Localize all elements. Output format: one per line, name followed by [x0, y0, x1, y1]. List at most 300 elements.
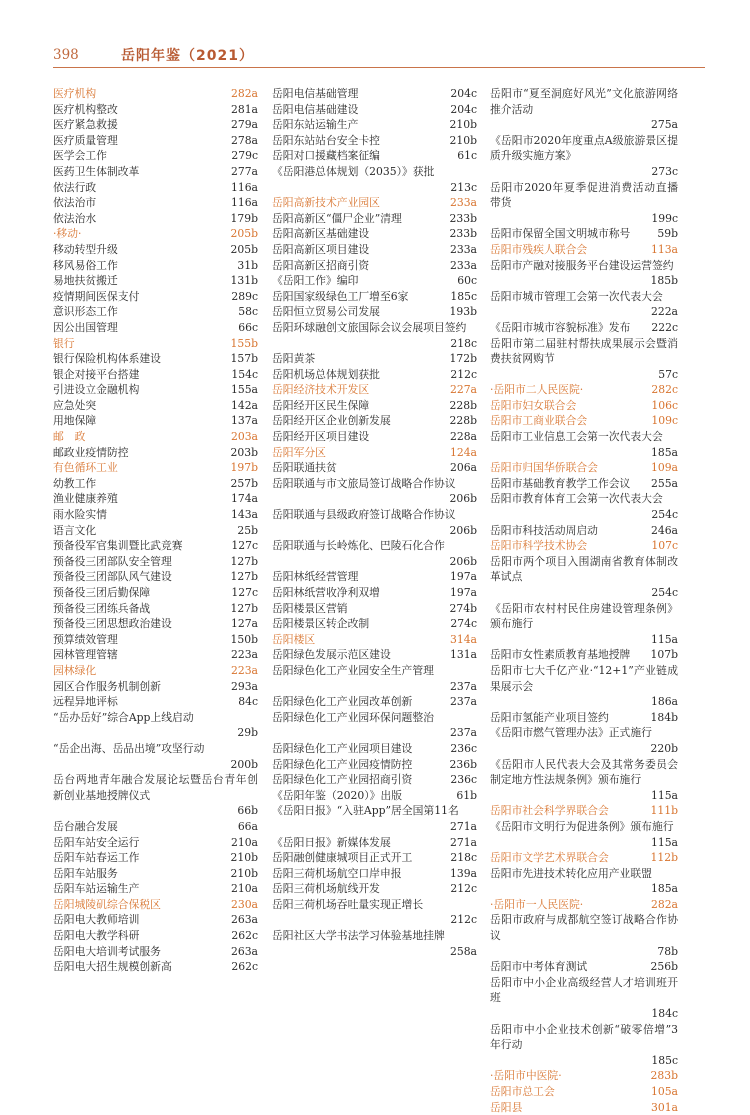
index-entry-page: 254c — [651, 586, 678, 599]
index-entry-page: 206b — [449, 554, 477, 568]
index-entry — [272, 460, 477, 476]
index-entry — [490, 912, 678, 959]
index-section-heading — [53, 226, 258, 242]
index-entry-page: 237a — [449, 695, 477, 709]
index-entry-term: 远程异地评标 — [53, 695, 118, 709]
index-entry — [53, 304, 258, 320]
index-entry-term: 岳阳市保留全国文明城市称号 — [490, 227, 631, 241]
index-entry-term: 岳阳市城市管理工会第一次代表大会 — [490, 289, 663, 303]
index-entry-term: 岳阳车站运输生产 — [53, 882, 140, 896]
index-entry-page: 184b — [650, 710, 678, 724]
index-entry-term: “岳办岳好”综合App上线启动 — [53, 710, 194, 724]
index-entry-page: 185b — [650, 274, 678, 288]
index-entry-page: 233a — [449, 258, 477, 272]
index-entry-page: 112b — [650, 851, 678, 865]
index-entry-term: 雨水险实情 — [53, 508, 107, 522]
index-entry-page: 143a — [230, 508, 258, 522]
index-entry-page: 223a — [230, 648, 258, 662]
index-entry-term: 语言文化 — [53, 523, 97, 537]
index-entry — [490, 180, 678, 227]
index-entry-page: 66b — [237, 804, 258, 818]
index-entry — [272, 881, 477, 897]
index-entry-term: 银行 — [53, 336, 75, 350]
index-entry — [272, 897, 477, 928]
index-entry-term: 岳阳东站运输生产 — [272, 118, 359, 132]
index-entry-page: 314a — [449, 632, 477, 646]
index-entry-page: 78b — [657, 944, 678, 958]
index-entry-term: 岳阳联通与市文旅局签订战略合作协议 — [272, 476, 456, 490]
index-entry — [272, 772, 477, 788]
index-entry-term: 因公出国管理 — [53, 320, 118, 334]
index-entry-term: 引进设立金融机构 — [53, 383, 140, 397]
index-entry-term: 岳阳社区大学书法学习体验基地挂牌 — [272, 929, 445, 943]
index-entry — [272, 164, 477, 195]
index-entry-page: 223a — [230, 663, 258, 677]
index-section-heading — [53, 86, 258, 102]
index-entry-page: 155a — [230, 383, 258, 397]
index-entry-page: 275a — [650, 118, 678, 132]
index-entry — [53, 242, 258, 258]
index-entry-page: 185a — [650, 882, 678, 896]
index-entry — [490, 866, 678, 897]
index-entry-term: 岳阳电大教学科研 — [53, 929, 140, 943]
index-entry-page: 115a — [650, 835, 678, 849]
index-entry — [53, 585, 258, 601]
index-entry-page: 237a — [449, 726, 477, 740]
index-entry — [53, 351, 258, 367]
index-entry-term: 岳阳融创健康城项目正式开工 — [272, 851, 413, 865]
index-entry-term: 岳阳市中小企业技术创新“破零倍增”3年行动 — [490, 1022, 678, 1052]
index-entry-page: 203b — [230, 445, 258, 459]
index-entry — [272, 148, 477, 164]
index-entry — [272, 289, 477, 305]
index-entry-page: 222a — [650, 305, 678, 319]
index-section-heading — [53, 429, 258, 445]
index-entry — [53, 289, 258, 305]
index-entry-term: 岳阳市残疾人联合会 — [490, 242, 588, 256]
index-entry-page: 154c — [231, 367, 258, 381]
index-entry — [272, 367, 477, 383]
index-entry-page: 228a — [449, 430, 477, 444]
index-entry — [490, 226, 678, 242]
index-entry-page: 142a — [230, 398, 258, 412]
index-entry-page: 236c — [450, 741, 477, 755]
index-entry-term: 岳阳经济技术开发区 — [272, 383, 370, 397]
index-entry — [53, 928, 258, 944]
index-entry-page: 61b — [456, 788, 477, 802]
index-entry-term: 《岳阳市燃气管理办法》正式施行 — [490, 726, 652, 740]
index-entry-term: 岳阳市基础教育教学工作会议 — [490, 476, 631, 490]
index-section-heading — [490, 413, 678, 429]
index-section-heading — [272, 195, 477, 211]
index-entry-term: 岳阳电大招生规模创新高 — [53, 960, 172, 974]
index-entry-term: 移风易俗工作 — [53, 258, 118, 272]
index-entry-term: 渔业健康养殖 — [53, 492, 118, 506]
index-entry-term: 岳阳绿色发展示范区建设 — [272, 648, 391, 662]
index-entry-page: 116a — [230, 180, 258, 194]
index-entry-term: 岳台两地青年融合发展论坛暨岳台青年创新创业基地授牌仪式 — [53, 773, 258, 802]
index-entry — [53, 523, 258, 539]
index-entry — [490, 975, 678, 1022]
index-entry-term: 岳阳电大教师培训 — [53, 913, 140, 927]
index-entry-term: 岳阳绿色化工产业园项目建设 — [272, 741, 413, 755]
index-entry-page: 262c — [231, 960, 258, 974]
index-entry-page: 289c — [231, 289, 258, 303]
index-entry — [490, 819, 678, 850]
index-entry-term: 岳阳市第二届驻村帮扶成果展示会暨消费扶贫网购节 — [490, 336, 678, 366]
index-entry-page: 179b — [230, 211, 258, 225]
index-entry-page: 197a — [449, 586, 477, 599]
index-entry-term: 预备役军官集训暨比武竞赛 — [53, 539, 183, 553]
index-entry — [272, 601, 477, 617]
index-entry-term: 预备役三团思想政治建设 — [53, 617, 172, 631]
index-entry-term: ·岳阳市二人民医院· — [490, 383, 584, 397]
index-entry-term: “岳企出海、岳品出境”攻坚行动 — [53, 741, 205, 755]
index-entry — [490, 663, 678, 710]
index-entry-page: 233a — [449, 242, 477, 256]
index-entry-term: 岳阳楼区 — [272, 632, 316, 646]
index-entry-page: 236c — [450, 773, 477, 787]
index-entry — [272, 351, 477, 367]
index-entry-page: 184c — [651, 1007, 678, 1021]
index-entry — [53, 959, 258, 975]
index-entry-term: 依法行政 — [53, 180, 97, 194]
index-entry — [272, 226, 477, 242]
index-entry-page: 57c — [658, 367, 678, 381]
index-entry — [53, 148, 258, 164]
index-entry-page: 282a — [650, 897, 678, 911]
index-entry-page: 157b — [230, 352, 258, 366]
index-entry-page: 274c — [450, 617, 477, 631]
index-entry-page: 263a — [230, 944, 258, 958]
index-entry — [53, 866, 258, 882]
index-entry-page: 212c — [450, 367, 477, 381]
index-entry-term: 岳阳城陵矶综合保税区 — [53, 897, 161, 911]
index-entry-page: 271a — [449, 835, 477, 849]
index-entry-term: 应急处突 — [53, 398, 97, 412]
index-entry — [53, 445, 258, 461]
index-entry-page: 205b — [230, 227, 258, 241]
index-entry — [53, 164, 258, 180]
index-entry-page: 193b — [449, 305, 477, 319]
index-entry-term: 幼教工作 — [53, 476, 97, 490]
index-entry-term: 银行保险机构体系建设 — [53, 352, 161, 366]
index-entry-term: 岳阳高新技术产业园区 — [272, 196, 380, 210]
index-entry-page: 254c — [651, 508, 678, 522]
index-entry — [53, 741, 258, 772]
index-entry-page: 127b — [230, 554, 258, 568]
index-entry-page: 212c — [450, 882, 477, 896]
index-entry-page: 115a — [650, 788, 678, 802]
index-entry-page: 281a — [230, 102, 258, 116]
index-entry-page: 127a — [230, 617, 258, 631]
index-entry-term: 岳阳市教育体育工会第一次代表大会 — [490, 492, 663, 506]
index-entry-term: 岳阳绿色化工产业园改革创新 — [272, 695, 413, 709]
index-entry — [490, 258, 678, 289]
index-entry-term: 岳阳电大培训考试服务 — [53, 944, 161, 958]
index-entry — [53, 117, 258, 133]
index-entry-term: 岳阳绿色化工产业园招商引资 — [272, 773, 413, 787]
index-section-heading — [53, 336, 258, 352]
index-entry-page: 137a — [230, 414, 258, 428]
book-title: 岳阳年鉴（2021） — [121, 48, 254, 64]
index-section-heading — [53, 897, 258, 913]
index-entry-term: 岳阳车站春运工作 — [53, 851, 140, 865]
index-entry-page: 210b — [230, 866, 258, 880]
index-entry-term: 《岳阳市农村村民住房建设管理条例》颁布施行 — [490, 601, 678, 631]
index-entry — [53, 258, 258, 274]
index-entry-page: 228b — [449, 398, 477, 412]
index-entry-page: 233a — [449, 196, 477, 210]
index-entry — [490, 133, 678, 180]
index-entry-page: 84c — [238, 695, 258, 709]
index-entry — [272, 133, 477, 149]
index-section-heading — [272, 632, 477, 648]
index-entry-page: 255a — [650, 476, 678, 490]
index-entry-term: 岳阳市中小企业高级经营人才培训班开班 — [490, 975, 678, 1005]
index-entry-term: 岳阳军分区 — [272, 445, 326, 459]
index-entry-term: 医疗机构整改 — [53, 102, 118, 116]
index-entry — [490, 491, 678, 522]
index-entry-page: 105a — [650, 1085, 678, 1098]
index-entry-term: 《岳阳年鉴（2020）》出版 — [272, 788, 403, 802]
index-entry-page: 115a — [650, 632, 678, 646]
index-entry-term: 园林绿化 — [53, 663, 97, 677]
index-entry-term: 岳阳市女性素质教育基地授牌 — [490, 648, 631, 662]
index-entry-term: 岳阳电信基础建设 — [272, 102, 359, 116]
index-entry-term: 邮 政 — [53, 430, 86, 444]
index-entry-page: 282a — [230, 87, 258, 100]
index-entry-term: 《岳阳日报》“入驻App”居全国第11名 — [272, 804, 459, 818]
index-entry-term: 岳阳机场总体规划获批 — [272, 367, 380, 381]
index-entry-term: 《岳阳市文明行为促进条例》颁布施行 — [490, 819, 674, 833]
index-entry-page: 220b — [650, 741, 678, 755]
index-entry-term: 岳阳三荷机场航空口岸申报 — [272, 866, 402, 880]
index-entry-page: 293a — [230, 679, 258, 693]
index-entry-term: 岳阳国家级绿色工厂增至6家 — [272, 289, 409, 303]
index-column-2 — [272, 86, 477, 959]
index-entry-term: 岳阳联通扶贫 — [272, 461, 337, 475]
index-entry-term: 岳阳经开区企业创新发展 — [272, 414, 391, 428]
index-entry-term: 岳阳高新区基础建设 — [272, 227, 370, 241]
index-entry-term: 岳阳市七大千亿产业·“12+1”产业链成果展示会 — [490, 663, 678, 693]
index-entry-page: 222c — [651, 320, 678, 334]
index-entry-page: 127b — [230, 570, 258, 584]
index-entry-page: 61c — [457, 149, 477, 163]
index-entry-term: 岳阳市“夏至洞庭好风光”文化旅游网络推介活动 — [490, 87, 678, 116]
index-entry-page: 210a — [230, 835, 258, 849]
index-entry-page: 124a — [449, 445, 477, 459]
index-section-heading — [490, 850, 678, 866]
index-entry — [53, 616, 258, 632]
index-entry-page: 131a — [449, 648, 477, 662]
index-entry-page: 66a — [237, 819, 258, 833]
index-entry — [53, 569, 258, 585]
index-section-heading — [53, 663, 258, 679]
index-entry — [272, 663, 477, 694]
index-entry-term: 岳阳对口援藏档案征编 — [272, 149, 380, 163]
index-entry-term: 岳阳市文学艺术界联合会 — [490, 851, 609, 865]
index-entry — [53, 398, 258, 414]
index-entry — [490, 757, 678, 804]
index-entry — [272, 86, 477, 102]
index-entry — [53, 211, 258, 227]
index-entry — [490, 523, 678, 539]
index-entry — [272, 304, 477, 320]
index-entry-term: 岳阳绿色化工产业园疫情防控 — [272, 757, 413, 771]
index-entry-page: 205b — [230, 242, 258, 256]
index-entry — [272, 242, 477, 258]
index-entry — [272, 258, 477, 274]
index-entry-page: 197a — [449, 570, 477, 584]
index-entry-term: 有色循环工业 — [53, 461, 118, 475]
index-entry — [272, 585, 477, 601]
index-entry-term: 岳台融合发展 — [53, 819, 118, 833]
index-entry-term: 依法治市 — [53, 196, 97, 210]
index-entry-page: 131b — [230, 274, 258, 288]
index-entry-term: 园区合作服务机制创新 — [53, 679, 161, 693]
index-entry-term: 意识形态工作 — [53, 305, 118, 319]
index-entry-page: 279c — [231, 149, 258, 163]
index-entry-page: 185a — [650, 445, 678, 459]
index-entry-term: 预备役三团后勤保障 — [53, 586, 151, 599]
index-entry — [272, 803, 477, 834]
index-entry — [53, 133, 258, 149]
index-entry-term: 岳阳车站安全运行 — [53, 835, 140, 849]
index-entry-page: 228b — [449, 414, 477, 428]
index-entry-term: 岳阳市归国华侨联合会 — [490, 461, 598, 475]
index-entry-term: 医疗紧急救援 — [53, 118, 118, 132]
index-entry — [490, 554, 678, 601]
index-entry — [53, 554, 258, 570]
index-entry — [53, 850, 258, 866]
index-section-heading — [490, 460, 678, 476]
index-entry — [272, 476, 477, 507]
index-entry — [272, 211, 477, 227]
index-entry — [53, 694, 258, 710]
index-entry-term: 《岳阳市城市容貌标准》发布 — [490, 320, 631, 334]
index-entry-page: 58c — [238, 305, 258, 319]
index-entry — [272, 398, 477, 414]
index-entry-page: 150b — [230, 632, 258, 646]
index-entry-page: 204c — [450, 87, 477, 100]
index-entry-term: 医学会工作 — [53, 149, 107, 163]
index-entry-term: 岳阳市社会科学界联合会 — [490, 804, 609, 818]
index-entry-page: 278a — [230, 133, 258, 147]
index-entry-page: 210b — [230, 851, 258, 865]
index-entry-page: 212c — [450, 913, 477, 927]
index-entry-term: 岳阳楼景区营销 — [272, 601, 348, 615]
index-entry — [490, 1022, 678, 1069]
index-entry — [272, 538, 477, 569]
index-entry-term: 岳阳高新区招商引资 — [272, 258, 370, 272]
index-entry-page: 116a — [230, 196, 258, 210]
index-entry — [53, 881, 258, 897]
index-entry-page: 274b — [449, 601, 477, 615]
page-header — [53, 44, 705, 66]
index-entry — [53, 679, 258, 695]
index-entry-term: 《岳阳市人民代表大会及其常务委员会制定地方性法规条例》颁布施行 — [490, 757, 678, 787]
index-entry — [272, 866, 477, 882]
index-entry — [53, 538, 258, 554]
index-entry-term: 预备役三团部队风气建设 — [53, 570, 172, 584]
index-entry — [272, 117, 477, 133]
index-entry-term: ·岳阳市一人民医院· — [490, 897, 584, 911]
index-entry-term: 岳阳联通与长岭炼化、巴陵石化合作 — [272, 539, 445, 553]
index-entry-page: 107b — [650, 648, 678, 662]
page-number: 398 — [53, 47, 79, 63]
index-entry-page: 31b — [237, 258, 258, 272]
index-entry — [272, 507, 477, 538]
index-entry — [490, 476, 678, 492]
index-section-heading — [490, 538, 678, 554]
index-entry-term: 园林管理管辖 — [53, 648, 118, 662]
index-section-heading — [490, 803, 678, 819]
index-entry-term: 岳阳市2020年夏季促进消费活动直播带货 — [490, 180, 678, 210]
index-section-heading — [272, 382, 477, 398]
index-entry-page: 210a — [230, 882, 258, 896]
index-entry — [53, 772, 258, 819]
index-section-heading — [490, 242, 678, 258]
index-entry — [53, 367, 258, 383]
index-entry — [490, 289, 678, 320]
index-entry-page: 174a — [230, 492, 258, 506]
header-rule — [53, 67, 705, 68]
index-entry-term: 预算绩效管理 — [53, 632, 118, 646]
index-entry-page: 127c — [231, 539, 258, 553]
index-entry-page: 185c — [651, 1053, 678, 1067]
index-entry-page: 113a — [650, 242, 678, 256]
index-entry-term: 预备役三团练兵备战 — [53, 601, 151, 615]
index-entry-term: 岳阳黄茶 — [272, 352, 316, 366]
index-entry-term: ·移动· — [53, 227, 82, 241]
index-entry-term: 岳阳经开区项目建设 — [272, 430, 370, 444]
index-entry-page: 218c — [450, 336, 477, 350]
index-entry-page: 227a — [449, 383, 477, 397]
index-entry-term: 医药卫生体制改革 — [53, 164, 140, 178]
index-entry — [53, 102, 258, 118]
index-entry-term: 预备役三团部队安全管理 — [53, 554, 172, 568]
index-entry — [53, 710, 258, 741]
index-entry-term: 依法治水 — [53, 211, 97, 225]
index-entry-page: 109a — [650, 461, 678, 475]
index-entry-page: 199c — [651, 211, 678, 225]
index-entry-term: 《岳阳工作》编印 — [272, 274, 359, 288]
index-section-heading — [272, 445, 477, 461]
index-entry-term: 用地保障 — [53, 414, 97, 428]
index-entry — [490, 336, 678, 383]
index-entry-term: 疫情期间医保支付 — [53, 289, 140, 303]
index-entry — [272, 757, 477, 773]
index-entry-term: 岳阳高新区项目建设 — [272, 242, 370, 256]
index-entry — [272, 850, 477, 866]
index-entry — [490, 601, 678, 648]
index-entry-page: 206b — [449, 523, 477, 537]
index-entry-page: 237a — [449, 679, 477, 693]
index-entry — [490, 86, 678, 133]
index-entry — [53, 491, 258, 507]
index-entry-term: 岳阳电信基础管理 — [272, 87, 359, 100]
index-entry-term: 岳阳市先进技术转化应用产业联盟 — [490, 866, 652, 880]
index-entry-term: 岳阳市科学技术协会 — [490, 539, 588, 553]
index-entry — [272, 320, 477, 351]
index-entry-term: 银企对接平台搭建 — [53, 367, 140, 381]
index-entry — [490, 710, 678, 726]
index-entry — [272, 273, 477, 289]
index-entry — [272, 569, 477, 585]
index-entry — [272, 928, 477, 959]
index-entry-term: 岳阳绿色化工产业园安全生产管理 — [272, 663, 434, 677]
